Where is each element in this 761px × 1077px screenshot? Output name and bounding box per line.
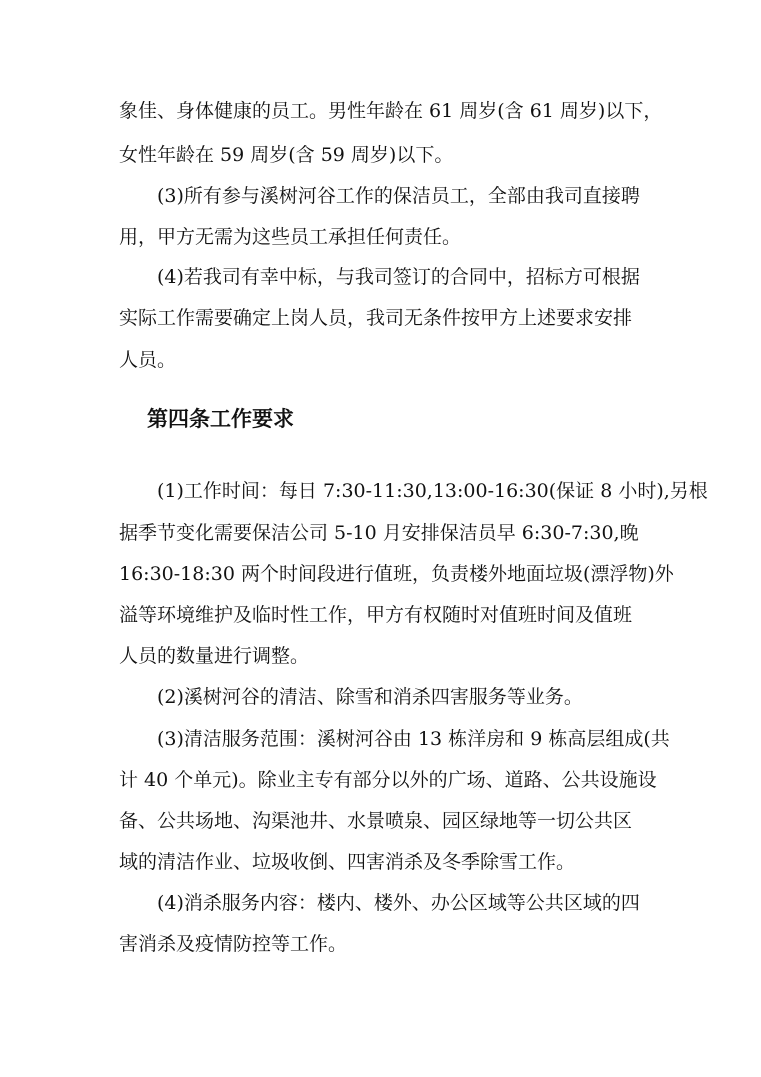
- text-line: (1)工作时间：每日 7:30-11:30,13:00-16:30(保证 8 小时),另根: [157, 480, 708, 502]
- text-line: 人员。: [119, 349, 177, 371]
- text-line: (4)若我司有幸中标，与我司签订的合同中，招标方可根据: [157, 266, 640, 288]
- text-line: 用，甲方无需为这些员工承担任何责任。: [119, 226, 462, 248]
- text-line: 据季节变化需要保洁公司 5-10 月安排保洁员早 6:30-7:30,晚: [119, 522, 639, 544]
- text-line: (3)清洁服务范围：溪树河谷由 13 栋洋房和 9 栋高层组成(共: [157, 728, 670, 750]
- text-line: 备、公共场地、沟渠池井、水景喷泉、园区绿地等一切公共区: [119, 810, 633, 832]
- text-line: 16:30-18:30 两个时间段进行值班，负责楼外地面垃圾(漂浮物)外: [119, 563, 674, 585]
- text-line: 象佳、身体健康的员工。男性年龄在 61 周岁(含 61 周岁)以下，: [119, 100, 663, 122]
- text-line: (2)溪树河谷的清洁、除雪和消杀四害服务等业务。: [157, 686, 583, 708]
- section-heading: 第四条工作要求: [147, 406, 294, 431]
- text-line: 害消杀及疫情防控等工作。: [119, 933, 348, 955]
- text-line: 计 40 个单元)。除业主专有部分以外的广场、道路、公共设施设: [119, 769, 657, 791]
- text-line: 人员的数量进行调整。: [119, 645, 310, 667]
- text-line: 女性年龄在 59 周岁(含 59 周岁)以下。: [119, 144, 454, 166]
- text-line: 溢等环境维护及临时性工作，甲方有权随时对值班时间及值班: [119, 604, 633, 626]
- text-line: (3)所有参与溪树河谷工作的保洁员工，全部由我司直接聘: [157, 185, 640, 207]
- text-line: (4)消杀服务内容：楼内、楼外、办公区域等公共区域的四: [157, 892, 640, 914]
- text-line: 实际工作需要确定上岗人员，我司无条件按甲方上述要求安排: [119, 307, 633, 329]
- text-line: 域的清洁作业、垃圾收倒、四害消杀及冬季除雪工作。: [119, 851, 576, 873]
